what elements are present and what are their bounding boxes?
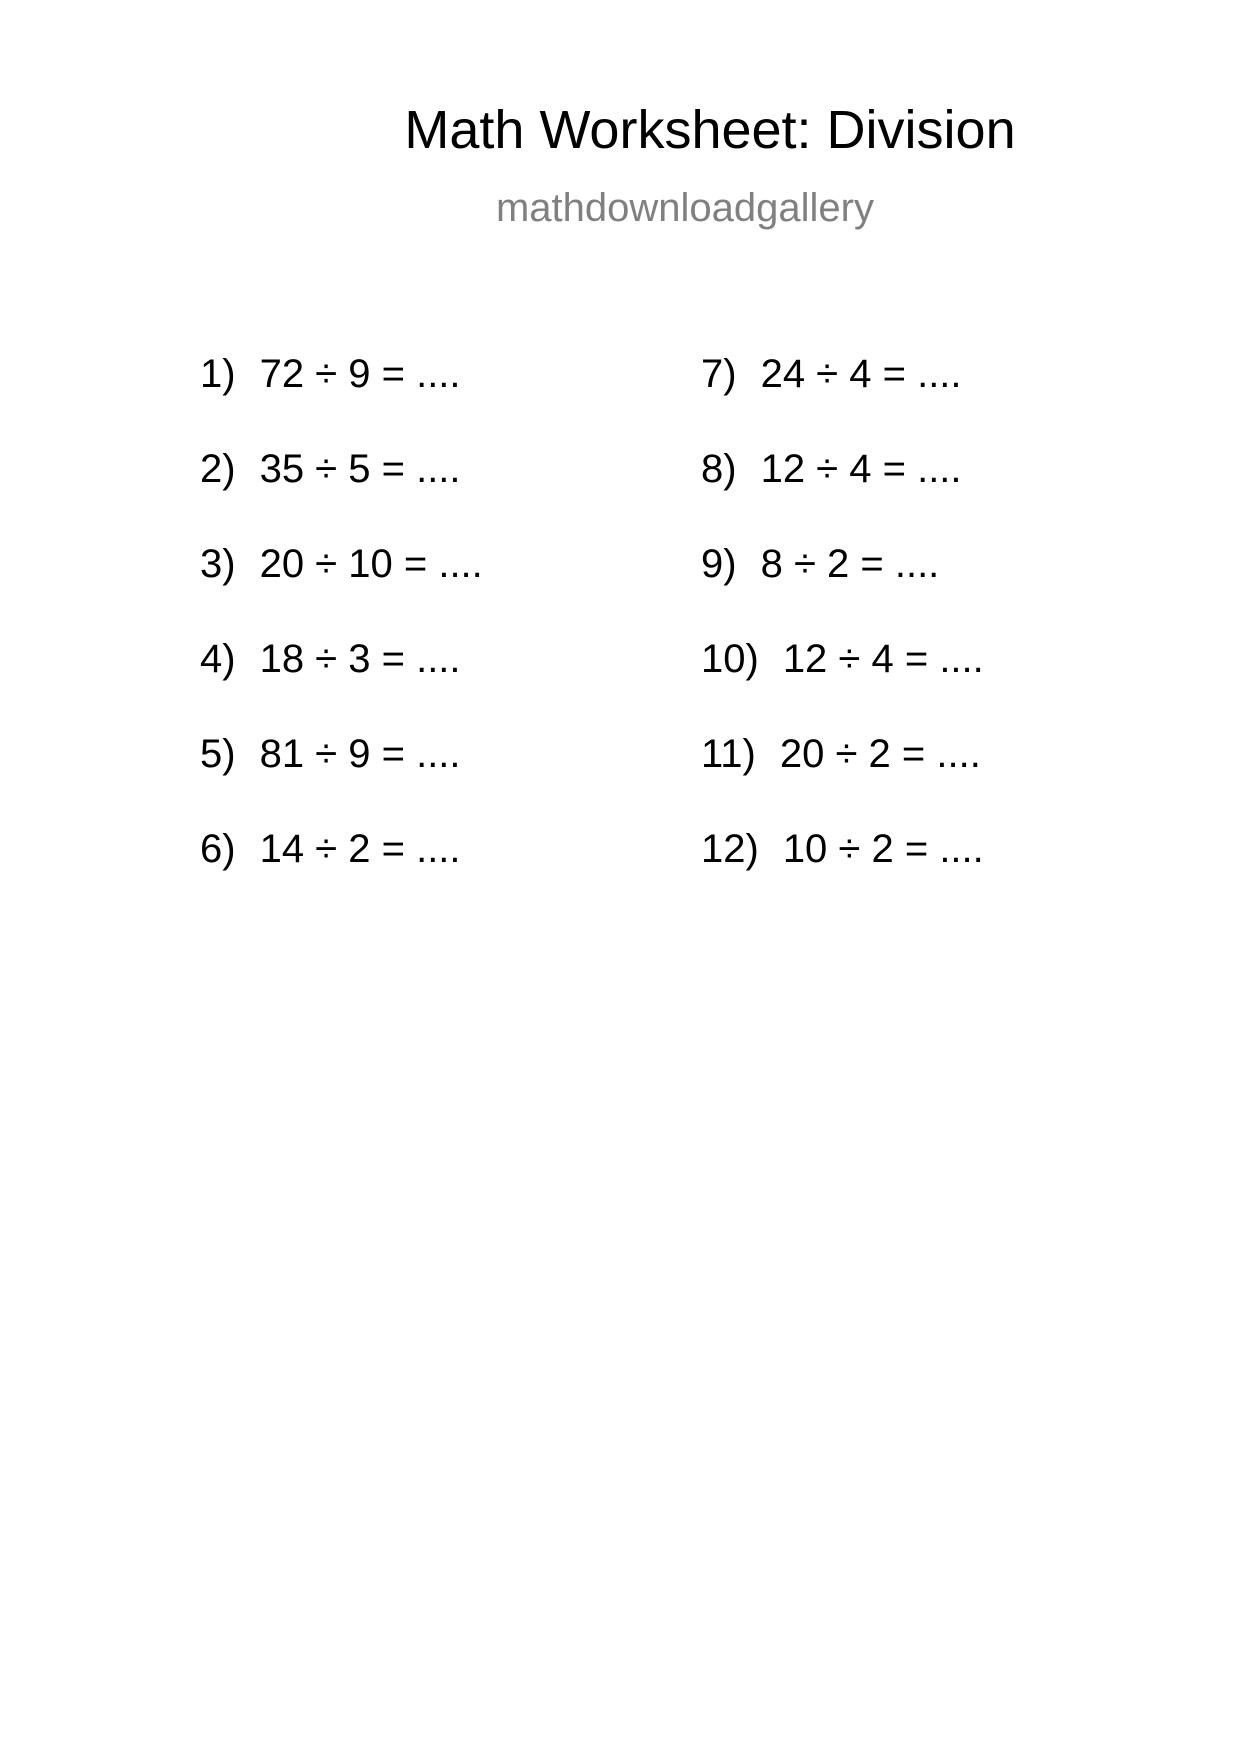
problems-column-right xyxy=(701,350,984,920)
problem-expression: 8 ÷ 2 = .... xyxy=(760,542,940,586)
problem-number: 5) xyxy=(200,732,236,776)
problem-expression: 20 ÷ 10 = .... xyxy=(259,542,483,586)
problem-5 xyxy=(200,730,483,825)
problem-10 xyxy=(701,635,984,730)
problem-expression: 10 ÷ 2 = .... xyxy=(782,827,984,871)
problem-expression: 18 ÷ 3 = .... xyxy=(259,637,461,681)
problem-4 xyxy=(200,635,483,730)
problem-number: 8) xyxy=(701,447,737,491)
problem-1 xyxy=(200,350,483,445)
problem-3 xyxy=(200,540,483,635)
page-subtitle: mathdownloadgallery xyxy=(495,186,874,230)
problem-number: 7) xyxy=(701,352,737,396)
problem-6 xyxy=(200,825,483,920)
problem-expression: 72 ÷ 9 = .... xyxy=(259,352,461,396)
problem-number: 4) xyxy=(200,637,236,681)
problem-11 xyxy=(701,730,984,825)
problem-9 xyxy=(701,540,984,635)
problem-expression: 12 ÷ 4 = .... xyxy=(782,637,984,681)
problem-number: 2) xyxy=(200,447,236,491)
problem-expression: 81 ÷ 9 = .... xyxy=(259,732,461,776)
problem-number: 1) xyxy=(200,352,236,396)
page-title: Math Worksheet: Division xyxy=(404,100,1016,160)
problem-number: 12) xyxy=(701,827,759,871)
problem-expression: 14 ÷ 2 = .... xyxy=(259,827,461,871)
problem-number: 10) xyxy=(701,637,759,681)
problem-8 xyxy=(701,445,984,540)
problem-number: 3) xyxy=(200,542,236,586)
problem-number: 9) xyxy=(701,542,737,586)
problem-expression: 12 ÷ 4 = .... xyxy=(760,447,962,491)
problem-expression: 20 ÷ 2 = .... xyxy=(779,732,981,776)
problems-column-left xyxy=(200,350,483,920)
problem-2 xyxy=(200,445,483,540)
problem-7 xyxy=(701,350,984,445)
problem-12 xyxy=(701,825,984,920)
problem-number: 6) xyxy=(200,827,236,871)
problem-expression: 24 ÷ 4 = .... xyxy=(760,352,962,396)
problem-expression: 35 ÷ 5 = .... xyxy=(259,447,461,491)
problem-number: 11) xyxy=(701,732,756,776)
